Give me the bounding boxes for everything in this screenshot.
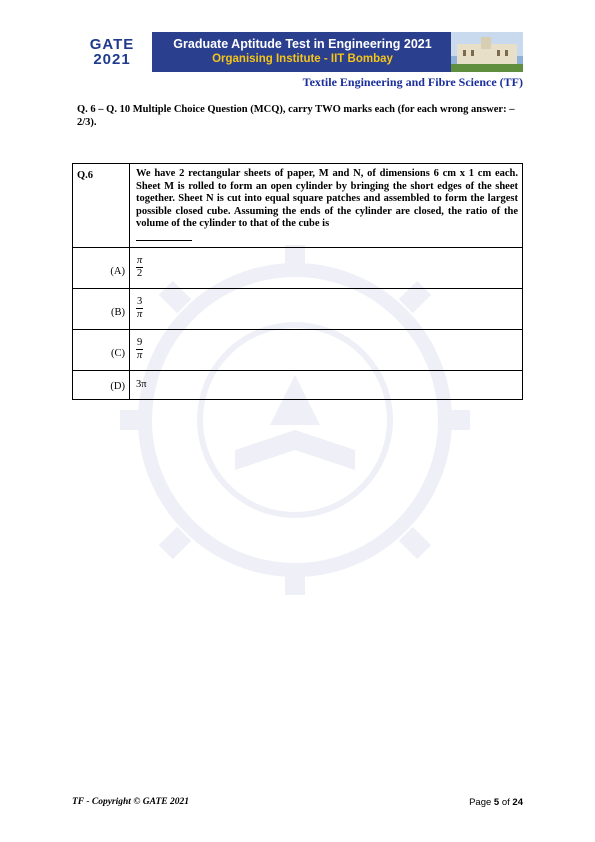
footer-copyright: TF - Copyright © GATE 2021 — [72, 797, 189, 807]
page-total: 24 — [512, 797, 523, 808]
option-row-a — [73, 247, 523, 288]
option-a-numerator: π — [137, 255, 143, 266]
option-label-d: (D) — [73, 370, 130, 399]
option-b-numerator: 3 — [137, 296, 143, 307]
option-a-fraction — [136, 255, 143, 280]
page-current: 5 — [493, 797, 500, 808]
option-label-c: (C) — [73, 329, 130, 370]
logo-bottom-text: 2021 — [93, 51, 131, 68]
option-c-fraction — [136, 337, 143, 362]
option-c — [130, 329, 523, 370]
option-label-b: (B) — [73, 288, 130, 329]
option-b — [130, 288, 523, 329]
question-row — [73, 164, 523, 248]
question-text: We have 2 rectangular sheets of paper, M and N, of dimensions 6 cm x 1 cm each. Sheet M is rolled to form an open cylinder by bringing the short edges of the sheet together. Sheet N is cut into equal square patches and assembled to form the largest possible closed cube. Assuming the ends of the cylinder are closed, the ratio of the volume of the cylinder to that of the cube is — [136, 168, 518, 229]
option-c-denominator: π — [137, 350, 143, 361]
page-number — [469, 797, 523, 808]
option-label-a: (A) — [73, 247, 130, 288]
option-d-value: 3π — [136, 379, 147, 390]
option-row-c — [73, 329, 523, 370]
banner-subtitle: Organising Institute - IIT Bombay — [212, 53, 393, 65]
banner-title: Graduate Aptitude Test in Engineering 2021 — [173, 37, 432, 51]
option-b-fraction — [136, 296, 143, 321]
paper-title: Textile Engineering and Fibre Science (TF) — [302, 75, 523, 89]
answer-blank — [136, 234, 192, 241]
question-cell — [130, 164, 523, 248]
option-a-denominator: 2 — [137, 268, 143, 279]
question-table — [72, 163, 523, 400]
option-d — [130, 370, 523, 399]
banner-text — [154, 32, 451, 72]
gate-logo — [72, 32, 154, 72]
option-a — [130, 247, 523, 288]
page-of: of — [499, 797, 513, 808]
section-instructions: Q. 6 – Q. 10 Multiple Choice Question (MCQ), carry TWO marks each (for each wrong answer: – 2/3). — [77, 104, 515, 128]
option-b-denominator: π — [137, 309, 143, 320]
question-number: Q.6 — [73, 164, 130, 248]
logo-top-text: GATE — [89, 36, 135, 53]
option-row-b — [73, 288, 523, 329]
option-row-d — [73, 370, 523, 399]
campus-building-image — [451, 32, 523, 72]
option-c-numerator: 9 — [137, 337, 143, 348]
page-prefix: Page — [469, 797, 494, 808]
header-banner — [72, 32, 523, 72]
